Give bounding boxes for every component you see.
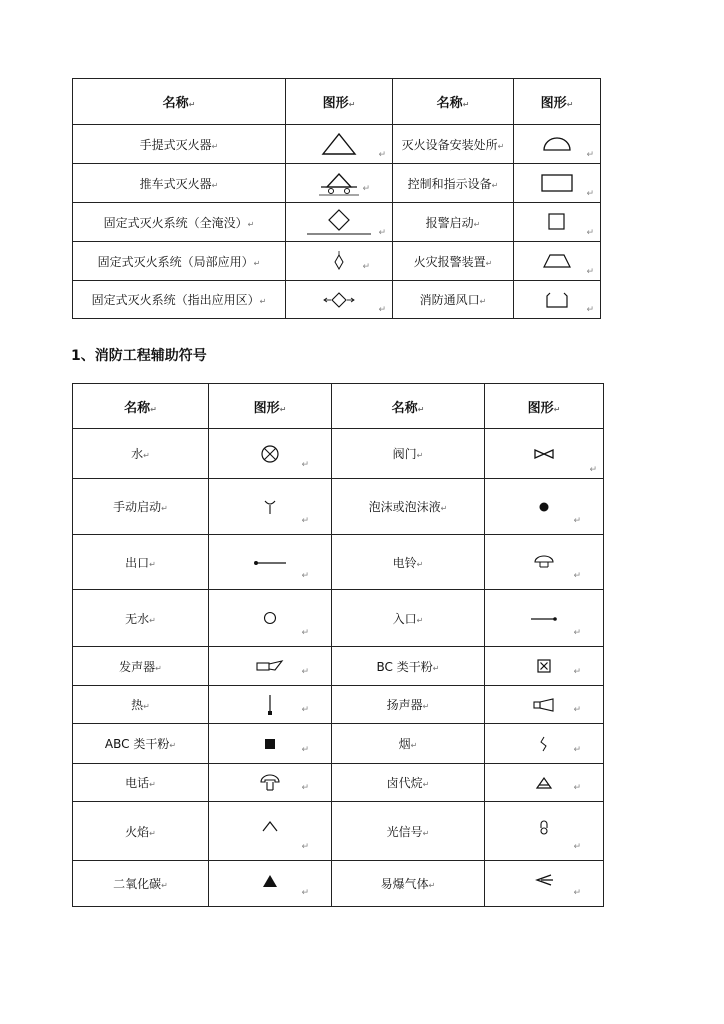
symbol-shape: ↵ <box>286 203 393 242</box>
table-row <box>73 686 604 724</box>
header-shape: 图形↵ <box>485 384 604 429</box>
vent-bracket-icon <box>544 290 570 310</box>
symbol-shape: ↵ <box>485 590 604 647</box>
caret-up-icon <box>260 816 280 846</box>
fire-equipment-symbol-table <box>72 78 601 319</box>
symbol-name: 电铃↵ <box>332 535 485 590</box>
table-row <box>73 590 604 647</box>
symbol-name: 报警启动↵ <box>393 203 514 242</box>
table-row <box>73 535 604 590</box>
circle-outline-icon <box>262 610 278 626</box>
symbol-shape: ↵ <box>514 203 601 242</box>
symbol-shape: ↵ <box>209 429 332 479</box>
table-row <box>73 764 604 802</box>
box-cross-icon <box>536 658 552 674</box>
bell-icon <box>532 554 556 570</box>
symbol-name: 手提式灭火器↵ <box>73 125 286 164</box>
symbol-name: 固定式灭火系统（局部应用）↵ <box>73 242 286 281</box>
triangle-bar-icon <box>535 776 553 790</box>
symbol-name: 固定式灭火系统（全淹没）↵ <box>73 203 286 242</box>
header-name: 名称↵ <box>73 384 209 429</box>
telephone-icon <box>258 773 282 793</box>
symbol-shape: ↵ <box>209 686 332 724</box>
table-row <box>73 724 604 764</box>
light-signal-icon <box>537 816 551 846</box>
table-row <box>73 164 601 203</box>
symbol-name: 无水↵ <box>73 590 209 647</box>
section-title: 1、消防工程辅助符号 <box>71 348 207 364</box>
table-header-row <box>73 384 604 429</box>
header-shape: 图形↵ <box>514 79 601 125</box>
circle-cross-icon <box>259 443 281 465</box>
symbol-name: 入口↵ <box>332 590 485 647</box>
header-name: 名称↵ <box>393 79 514 125</box>
symbol-name: 电话↵ <box>73 764 209 802</box>
symbol-shape: ↵ <box>485 724 604 764</box>
symbol-name: 火焰↵ <box>73 802 209 861</box>
symbol-shape: ↵ <box>286 242 393 281</box>
symbol-shape: ↵ <box>209 590 332 647</box>
filled-triangle-icon <box>260 869 280 899</box>
diamond-on-line-icon <box>303 207 375 237</box>
symbol-name: 控制和指示设备↵ <box>393 164 514 203</box>
symbol-name: 发声器↵ <box>73 647 209 686</box>
symbol-shape: ↵ <box>485 535 604 590</box>
symbol-name: 灭火设备安装处所↵ <box>393 125 514 164</box>
symbol-shape: ↵ <box>514 242 601 281</box>
symbol-name: 手动启动↵ <box>73 479 209 535</box>
symbol-shape: ↵ <box>485 479 604 535</box>
header-shape: 图形↵ <box>286 79 393 125</box>
y-shape-icon <box>262 498 278 516</box>
symbol-name: 水↵ <box>73 429 209 479</box>
table-row <box>73 429 604 479</box>
filled-square-icon <box>263 737 277 751</box>
table-row <box>73 125 601 164</box>
table-row <box>73 861 604 907</box>
symbol-name: 阀门↵ <box>332 429 485 479</box>
small-diamond-icon <box>331 249 347 273</box>
header-name: 名称↵ <box>73 79 286 125</box>
symbol-shape: ↵ <box>209 861 332 907</box>
symbol-name: 易爆气体↵ <box>332 861 485 907</box>
line-dot-left-icon <box>252 558 288 568</box>
auxiliary-symbol-table <box>72 383 604 907</box>
symbol-shape: ↵ <box>514 125 601 164</box>
line-dot-right-icon <box>529 614 559 624</box>
table-row <box>73 281 601 319</box>
arrow-lines-icon <box>533 869 555 899</box>
table-header-row <box>73 79 601 125</box>
symbol-shape: ↵ <box>209 535 332 590</box>
triangle-outline-icon <box>319 131 359 157</box>
symbol-shape: ↵ <box>209 479 332 535</box>
table-row <box>73 802 604 861</box>
symbol-name: 卤代烷↵ <box>332 764 485 802</box>
symbol-shape: ↵ <box>514 281 601 319</box>
symbol-name: 推车式灭火器↵ <box>73 164 286 203</box>
symbol-shape: ↵ <box>209 802 332 861</box>
smoke-squiggle-icon <box>539 735 549 753</box>
table-row <box>73 479 604 535</box>
symbol-name: 出口↵ <box>73 535 209 590</box>
symbol-shape: ↵ <box>485 429 604 479</box>
table-row <box>73 242 601 281</box>
rectangle-outline-icon <box>540 173 574 193</box>
symbol-name: BC 类干粉↵ <box>332 647 485 686</box>
symbol-shape: ↵ <box>286 125 393 164</box>
symbol-shape: ↵ <box>209 647 332 686</box>
symbol-name: ABC 类干粉↵ <box>73 724 209 764</box>
half-circle-icon <box>541 135 573 153</box>
header-shape: 图形↵ <box>209 384 332 429</box>
diamond-arrows-icon <box>322 290 356 310</box>
table-row <box>73 203 601 242</box>
symbol-shape: ↵ <box>485 861 604 907</box>
thermometer-icon <box>265 693 275 717</box>
symbol-shape: ↵ <box>485 647 604 686</box>
square-outline-icon <box>547 212 567 232</box>
trapezoid-icon <box>542 252 572 270</box>
speaker-icon <box>532 698 556 712</box>
symbol-shape: ↵ <box>485 686 604 724</box>
siren-icon <box>255 659 285 673</box>
filled-dot-icon <box>537 500 551 514</box>
symbol-name: 光信号↵ <box>332 802 485 861</box>
symbol-shape: ↵ <box>209 764 332 802</box>
symbol-shape: ↵ <box>286 281 393 319</box>
symbol-name: 泡沫或泡沫液↵ <box>332 479 485 535</box>
symbol-name: 扬声器↵ <box>332 686 485 724</box>
symbol-shape: ↵ <box>485 802 604 861</box>
bowtie-valve-icon <box>532 447 556 461</box>
header-name: 名称↵ <box>332 384 485 429</box>
table-row <box>73 647 604 686</box>
symbol-shape: ↵ <box>286 164 393 203</box>
symbol-shape: ↵ <box>514 164 601 203</box>
symbol-shape: ↵ <box>485 764 604 802</box>
symbol-name: 烟↵ <box>332 724 485 764</box>
symbol-shape: ↵ <box>209 724 332 764</box>
symbol-name: 热↵ <box>73 686 209 724</box>
symbol-name: 固定式灭火系统（指出应用区）↵ <box>73 281 286 319</box>
symbol-name: 火灾报警装置↵ <box>393 242 514 281</box>
symbol-name: 二氧化碳↵ <box>73 861 209 907</box>
cart-triangle-icon <box>317 170 361 196</box>
symbol-name: 消防通风口↵ <box>393 281 514 319</box>
